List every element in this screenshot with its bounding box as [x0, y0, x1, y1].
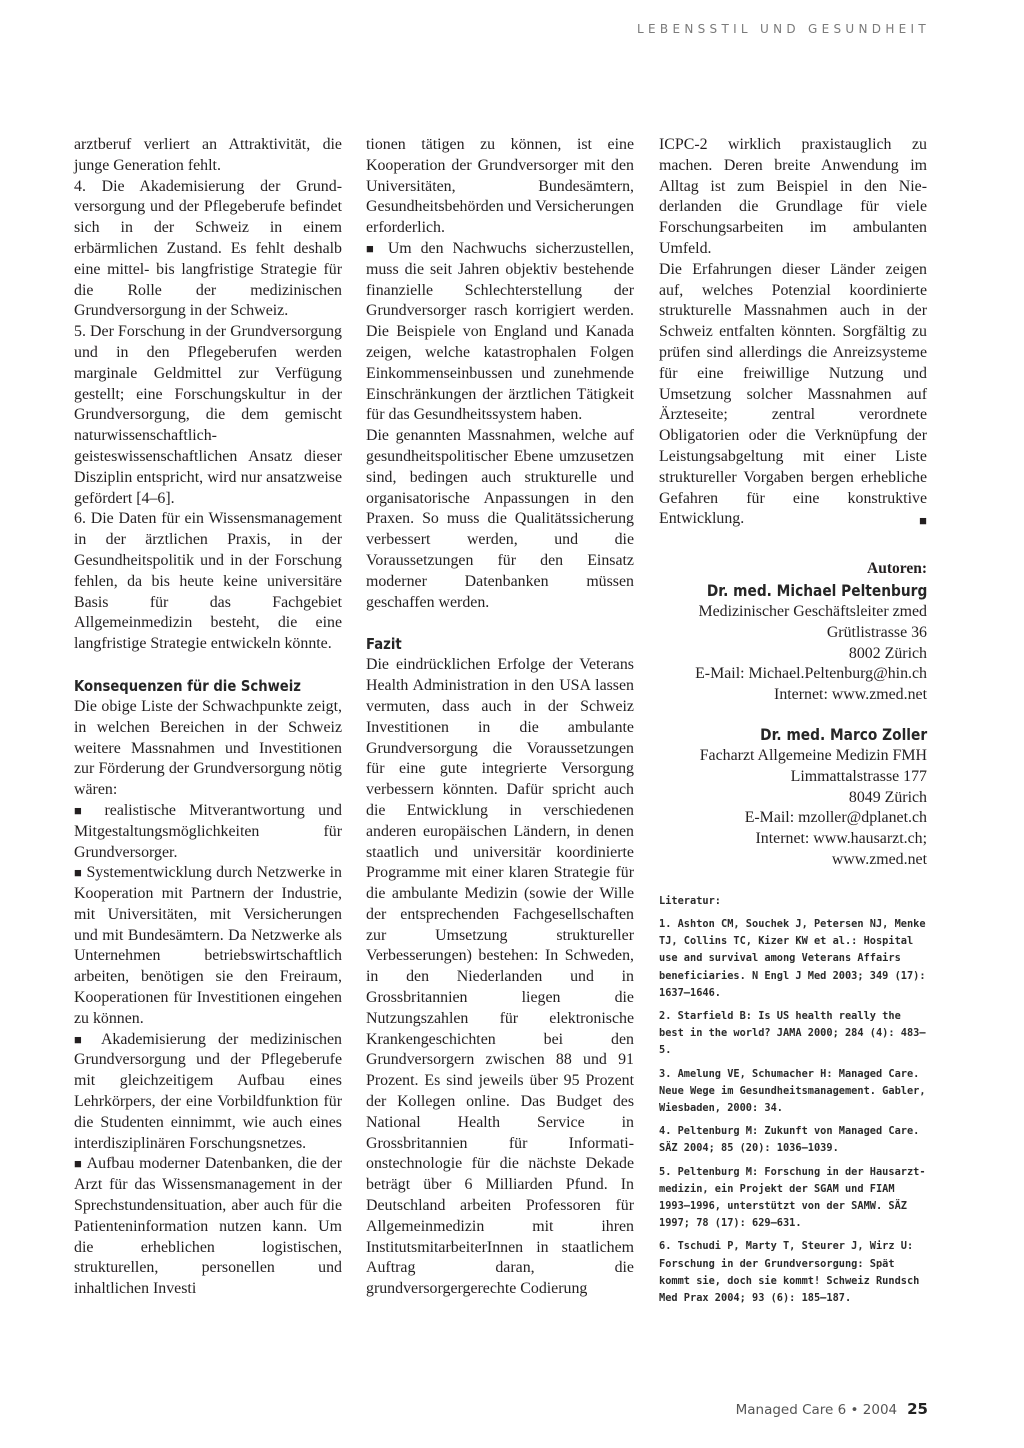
section-header: LEBENSSTIL UND GESUNDHEIT: [637, 22, 930, 36]
author-city: 8049 Zürich: [848, 788, 927, 806]
column-3: [659, 135, 927, 1313]
paragraph: Die obige Liste der Schwachpunkte zeigt, in welchen Bereichen in der Schweiz weitere Massnahmen und Investitionen zur Förderung der Grundversorgung nötig wären:: [74, 697, 342, 799]
paragraph: Die genannten Massnahmen, welche auf gesundheitspolitischer Ebene umzusetzen sind, bedingen auch strukturelle und organisatorische Anpassungen in den Praxen. So muss die Qualitätssicherung verbessert werden, und die Voraussetzungen für den Einsatz moderner Datenbanken müssen geschaffen werden.: [366, 427, 634, 611]
paragraph: arztberuf verliert an Attraktivität, die junge Generation fehlt.: [74, 136, 342, 174]
author-affiliation: Facharzt Allgemeine Medizin FMH: [699, 746, 927, 764]
author-street: Grütlistrasse 36: [826, 623, 927, 641]
square-bullet-icon: ■: [74, 1156, 83, 1172]
bullet-item: ■ Akademisierung der medizinischen Grundversorgung und der Pflegeberufe mit gleichzeitigem Aufbau eines Lehrkörpers, der eine Vorbildfunktion für die Studenten einnimmt, wie auch eines interdisziplinären Forschungsnetzes.: [74, 1030, 342, 1152]
reference-list: [659, 916, 927, 1307]
bullet-item: ■ Um den Nachwuchs sicherzustellen, muss die seit Jahren objektiv bestehende finanzielle Schlechterstellung der Grundversorger rasch korrigiert werden. Die Beispiele von England und Kanada zeigen, welche katastrophalen Folgen Einkommenseinbussen und zunehmende Einschränkungen der ärztlichen Tätigkeit für das Gesundheitssystem haben.: [366, 239, 634, 424]
bullet-item: ■ Systementwicklung durch Netzwerke in Kooperation mit Partnern der Industrie, mit Universitäten, mit Versicherungen und mit Bundesämtern. Da Netzwerke als Unternehmen betriebswirtschaftlich arbeiten, benötigen sie den Freiraum, Kooperationen für Investitionen eingehen zu können.: [74, 864, 342, 1027]
author-street: Limmattalstrasse 177: [790, 767, 927, 785]
journal-issue: Managed Care 6 • 2004: [735, 1402, 898, 1418]
author-internet: Internet: www.zmed.net: [774, 686, 927, 704]
end-square-icon: ■: [919, 513, 927, 529]
author-affiliation: Medizinischer Geschäftsleiter zmed: [698, 602, 927, 620]
author-email: E-Mail: mzoller@dplanet.ch: [744, 809, 927, 827]
paragraph: 5. Der Forschung in der Grundversorgung und in den Pflegeberufen werden marginale Geldmittel zur Verfügung gestellt; eine Forschungskultur in der Grundversorgung, die dem gemischt naturwissenschaftlich-geisteswissenschaftlichen Ansatz dieser Disziplin entspricht, wird nur ansatzweise gefördert [4–6].: [74, 323, 342, 507]
page-number: 25: [907, 1400, 928, 1418]
reference-item: 5. Peltenburg M: Forschung in der Hausarztmedizin, ein Projekt der SGAM und FIAM 1993–1996, unterstützt von der SAMW. SÄZ 1997; 78 (17): 629–631.: [659, 1165, 926, 1230]
paragraph: Die Erfahrungen dieser Länder zeigen auf, welches Potenzial koordinierte strukturelle Massnahmen auch in der Schweiz entfalten könnten. Sorgfältig zu prüfen sind allerdings die Anreizsysteme für eine freiwillige Nutzung und Umsetzung solcher Massnahmen auf Ärzteseite; zentral verordnete Obligatorien oder die Verknüpfung der Leistungsabgeltung mit einer Liste struktureller Vorgaben bergen erhebliche Gefahren für eine konstruktive Entwicklung. ■: [659, 260, 927, 530]
reference-item: 3. Amelung VE, Schumacher H: Managed Care. Neue Wege im Gesundheitsmanagement. Gabler, Wiesbaden, 2000: 34.: [659, 1067, 926, 1114]
author-internet: Internet: www.hausarzt.ch;: [755, 830, 927, 848]
author-email: E-Mail: Michael.Peltenburg@hin.ch: [695, 665, 927, 683]
column-2: [366, 135, 634, 1300]
reference-item: 1. Ashton CM, Souchek J, Petersen NJ, Menke TJ, Collins TC, Kizer KW et al.: Hospital use and survival among Veterans Affairs beneficiaries. N Engl J Med 2003; 349 (17): 1637–1646.: [659, 917, 926, 999]
column-1: [74, 135, 342, 1300]
literature-heading: Literatur:: [659, 894, 721, 907]
reference-item: 2. Starfield B: Is US health really the best in the world? JAMA 2000; 284 (4): 483–5.: [659, 1009, 926, 1057]
author-name: Dr. med. Marco Zoller: [760, 724, 927, 744]
reference-item: 4. Peltenburg M: Zukunft von Managed Care. SÄZ 2004; 85 (20): 1036–1039.: [659, 1125, 920, 1155]
bullet-item: ■ Aufbau moderner Datenbanken, die der Arzt für das Wissensmanagement in der Sprechstundensituation, aber auch für die Patienteninformation nutzen kann. Um die erheblichen logistischen, strukturellen, personellen und inhaltlichen Investi: [74, 1155, 342, 1298]
square-bullet-icon: ■: [74, 1031, 90, 1047]
author-internet: www.zmed.net: [831, 850, 927, 868]
authors-heading: Autoren:: [867, 560, 927, 578]
section-heading-konsequenzen: Konsequenzen für die Schweiz: [74, 676, 301, 695]
section-heading-fazit: Fazit: [366, 635, 402, 654]
bullet-item: ■ realistische Mitverantwortung und Mitgestaltungsmöglichkeiten für Grundversorger.: [74, 801, 342, 861]
paragraph: 4. Die Akademisierung der Grundversorgung und der Pflegeberufe befindet sich in der Schweiz in einem erbärmlichen Zustand. Es fehlt deshalb eine mittel- bis langfristige Strategie für die Rolle der medizinischen Grundversorgung in der Schweiz.: [74, 177, 342, 320]
square-bullet-icon: ■: [74, 802, 92, 818]
paragraph: Die eindrücklichen Erfolge der Veterans Health Administration in den USA lassen vermuten, dass auch in der Schweiz Investitionen in die ambulante Grundversorgung die Voraussetzungen für eine gute integrierte Versorgung verbessern könnten. Dafür spricht auch die Entwicklung in verschiedenen anderen europäischen Ländern, in denen staatlich und universitär koordinierte Programme mit einer klaren Strategie für die ambulante Medizin (sowie der Wille der entsprechenden Fachgesellschaften zur Umsetzung struktureller Verbesserungen) bestehen: In Schweden, in den Niederlanden und in Grossbritannien liegen die Nutzungszahlen für elektronische Krankengeschichten bei den Grundversorgern zwischen 88 und 91 Prozent. Es sind jeweils über 95 Prozent der Kollegen online. Das Budget des National Health Service in Grossbritannien für Informationstechnologie für die nächste Dekade beträgt über 6 Milliarden Pfund. In Deutschland arbeiten Professoren für Allgemeinmedizin mit ihren InstitutsmitarbeiterInnen in staatlichem Auftrag daran, die grundversorgergerechte Codierung: [366, 656, 634, 1298]
author-name: Dr. med. Michael Peltenburg: [706, 580, 927, 600]
author-city: 8002 Zürich: [848, 644, 927, 662]
page-footer: [736, 1400, 928, 1418]
square-bullet-icon: ■: [366, 240, 379, 256]
paragraph: 6. Die Daten für ein Wissensmanagement in der ärztlichen Praxis, in der Gesundheitspolitik und in der Forschung fehlen, da bis heute keine universitäre Basis für das Fachgebiet Allgemeinmedizin besteht, die eine langfristige Strategie entwickeln könnte.: [74, 510, 342, 653]
paragraph: tionen tätigen zu können, ist eine Kooperation der Grundversorger mit den Universitäten, Bundesämtern, Gesundheitsbehörden und Versicherungen erforderlich.: [366, 136, 635, 237]
paragraph: ICPC-2 wirklich praxistauglich zu machen. Deren breite Anwendung im Alltag ist zum Beispiel in den Niederlanden die Grundlage für viele Forschungsarbeiten im ambulanten Umfeld.: [659, 136, 927, 257]
square-bullet-icon: ■: [74, 865, 83, 881]
reference-item: 6. Tschudi P, Marty T, Steurer J, Wirz U: Forschung in der Grundversorgung: Spät kommt sie, doch sie kommt! Schweiz Rundsch Med Prax 2004; 93 (6): 185–187.: [659, 1240, 920, 1304]
